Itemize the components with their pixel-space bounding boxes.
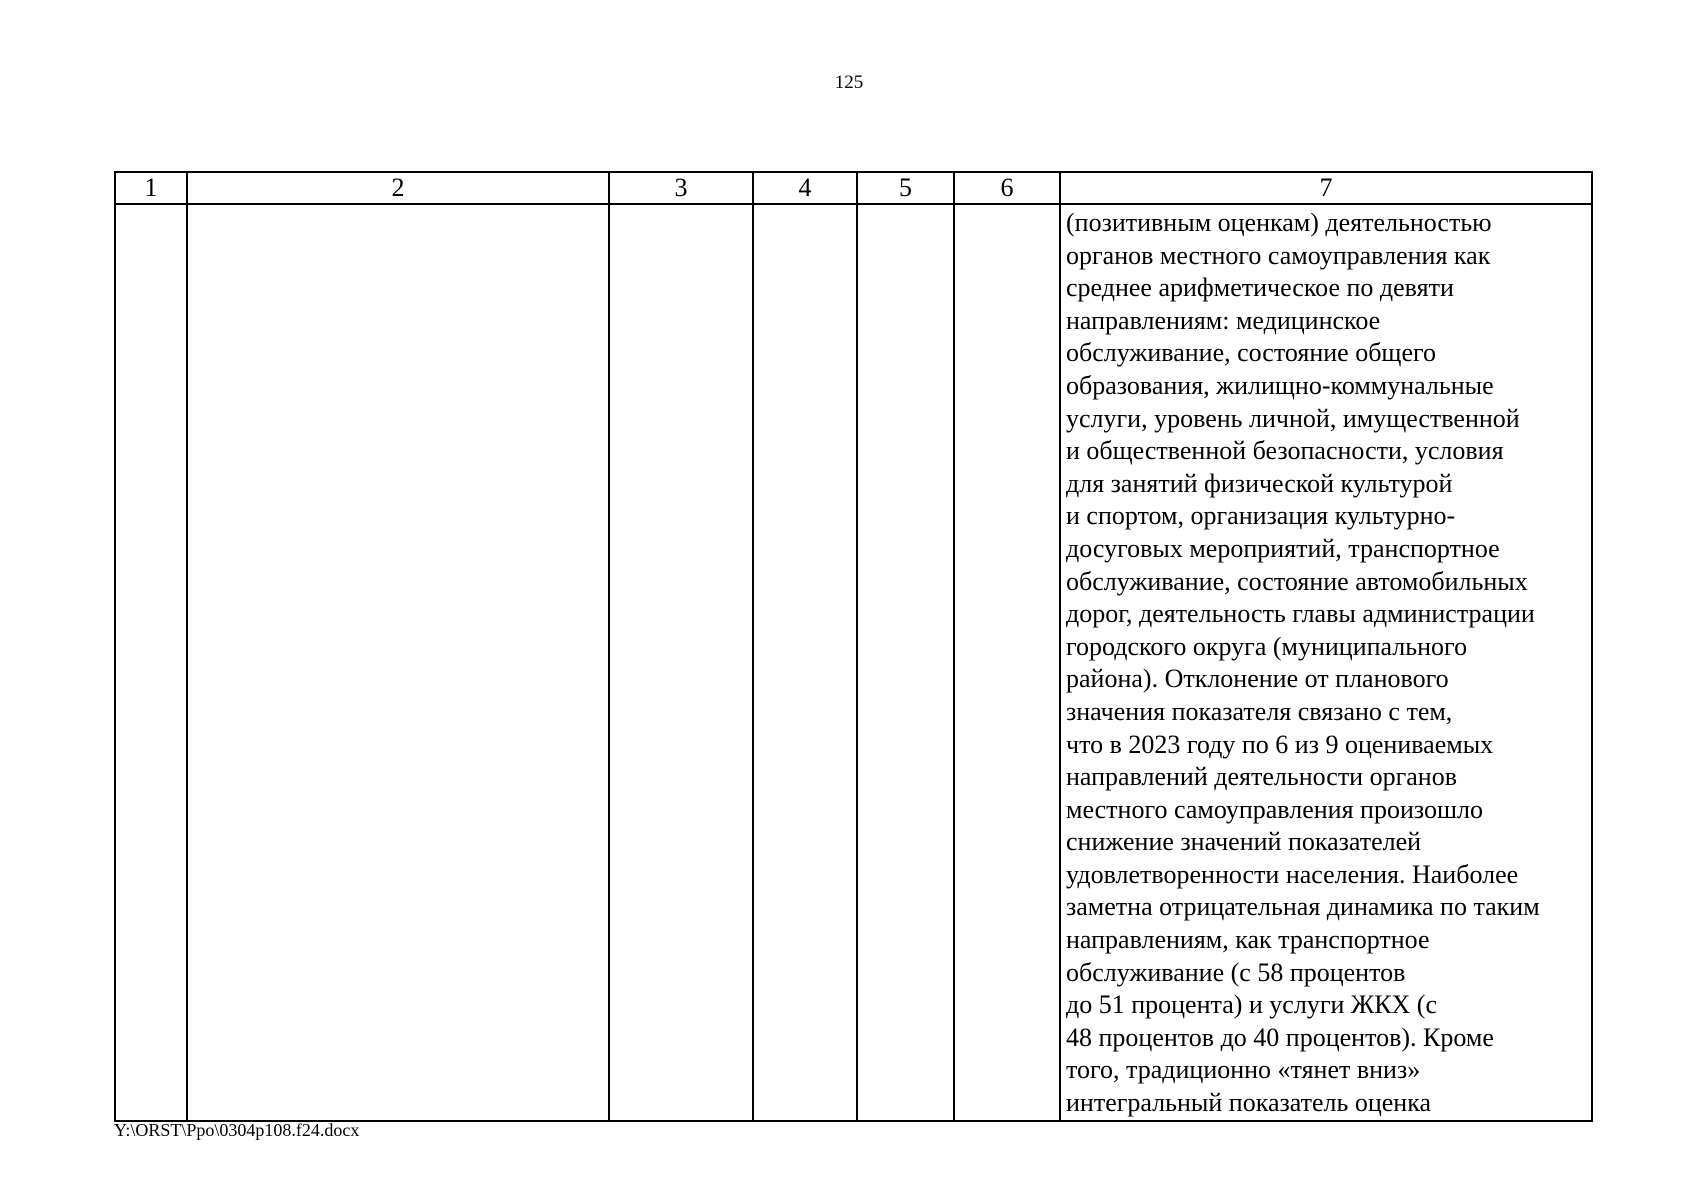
text-line: что в 2023 году по 6 из 9 оцениваемых bbox=[1066, 729, 1494, 759]
column-header-6: 6 bbox=[954, 172, 1060, 204]
column-header-1: 1 bbox=[115, 172, 187, 204]
cell-col-7 bbox=[1060, 204, 1592, 1121]
text-line: района). Отклонение от планового bbox=[1066, 664, 1449, 694]
text-line: дорог, деятельность главы администрации bbox=[1066, 599, 1535, 629]
cell-col-1 bbox=[115, 204, 187, 1121]
text-line: обслуживание, состояние автомобильных bbox=[1066, 566, 1528, 596]
text-line: (позитивным оценкам) деятельностью bbox=[1066, 208, 1492, 237]
column-header-7: 7 bbox=[1060, 172, 1592, 204]
cell-col-6 bbox=[954, 204, 1060, 1121]
column-header-5: 5 bbox=[857, 172, 954, 204]
text-line: направлений деятельности органов bbox=[1066, 762, 1457, 792]
cell-col-2 bbox=[187, 204, 609, 1121]
text-line: досуговых мероприятий, транспортное bbox=[1066, 533, 1500, 563]
text-line: для занятий физической культурой bbox=[1066, 468, 1453, 498]
cell-col-3 bbox=[609, 204, 753, 1121]
text-line: направлениям: медицинское bbox=[1066, 305, 1381, 335]
text-line: обслуживание, состояние общего bbox=[1066, 338, 1437, 368]
column-header-4: 4 bbox=[753, 172, 857, 204]
text-line: 48 процентов до 40 процентов). Кроме bbox=[1066, 1022, 1494, 1052]
text-line: интегральный показатель оценка bbox=[1066, 1088, 1432, 1118]
report-table bbox=[114, 171, 1593, 1122]
cell-col-4 bbox=[753, 204, 857, 1121]
column-header-3: 3 bbox=[609, 172, 753, 204]
text-line: местного самоуправления произошло bbox=[1066, 794, 1483, 824]
column-header-2: 2 bbox=[187, 172, 609, 204]
footer-file-path: Y:\ORST\Ppo\0304p108.f24.docx bbox=[114, 1120, 360, 1140]
text-line: и спортом, организация культурно- bbox=[1066, 501, 1456, 531]
text-line: того, традиционно «тянет вниз» bbox=[1066, 1055, 1421, 1085]
cell-col-5 bbox=[857, 204, 954, 1121]
text-line: обслуживание (с 58 процентов bbox=[1066, 957, 1406, 987]
text-line: городского округа (муниципального bbox=[1066, 631, 1468, 661]
text-line: снижение значений показателей bbox=[1066, 827, 1422, 857]
text-line: до 51 процента) и услуги ЖКХ (с bbox=[1066, 990, 1438, 1020]
text-line: образования, жилищно-коммунальные bbox=[1066, 370, 1494, 400]
column7-text bbox=[1061, 205, 1591, 1120]
text-line: значения показателя связано с тем, bbox=[1066, 696, 1453, 726]
text-line: среднее арифметическое по девяти bbox=[1066, 273, 1454, 303]
text-line: органов местного самоуправления как bbox=[1066, 240, 1491, 270]
text-line: направлениям, как транспортное bbox=[1066, 925, 1430, 955]
text-line: и общественной безопасности, условия bbox=[1066, 436, 1504, 466]
text-line: услуги, уровень личной, имущественной bbox=[1066, 403, 1520, 433]
text-line: заметна отрицательная динамика по таким bbox=[1066, 892, 1540, 922]
header-row bbox=[115, 172, 1592, 204]
text-line: удовлетворенности населения. Наиболее bbox=[1066, 859, 1519, 889]
page-number: 125 bbox=[834, 72, 864, 93]
table-row bbox=[115, 204, 1592, 1121]
